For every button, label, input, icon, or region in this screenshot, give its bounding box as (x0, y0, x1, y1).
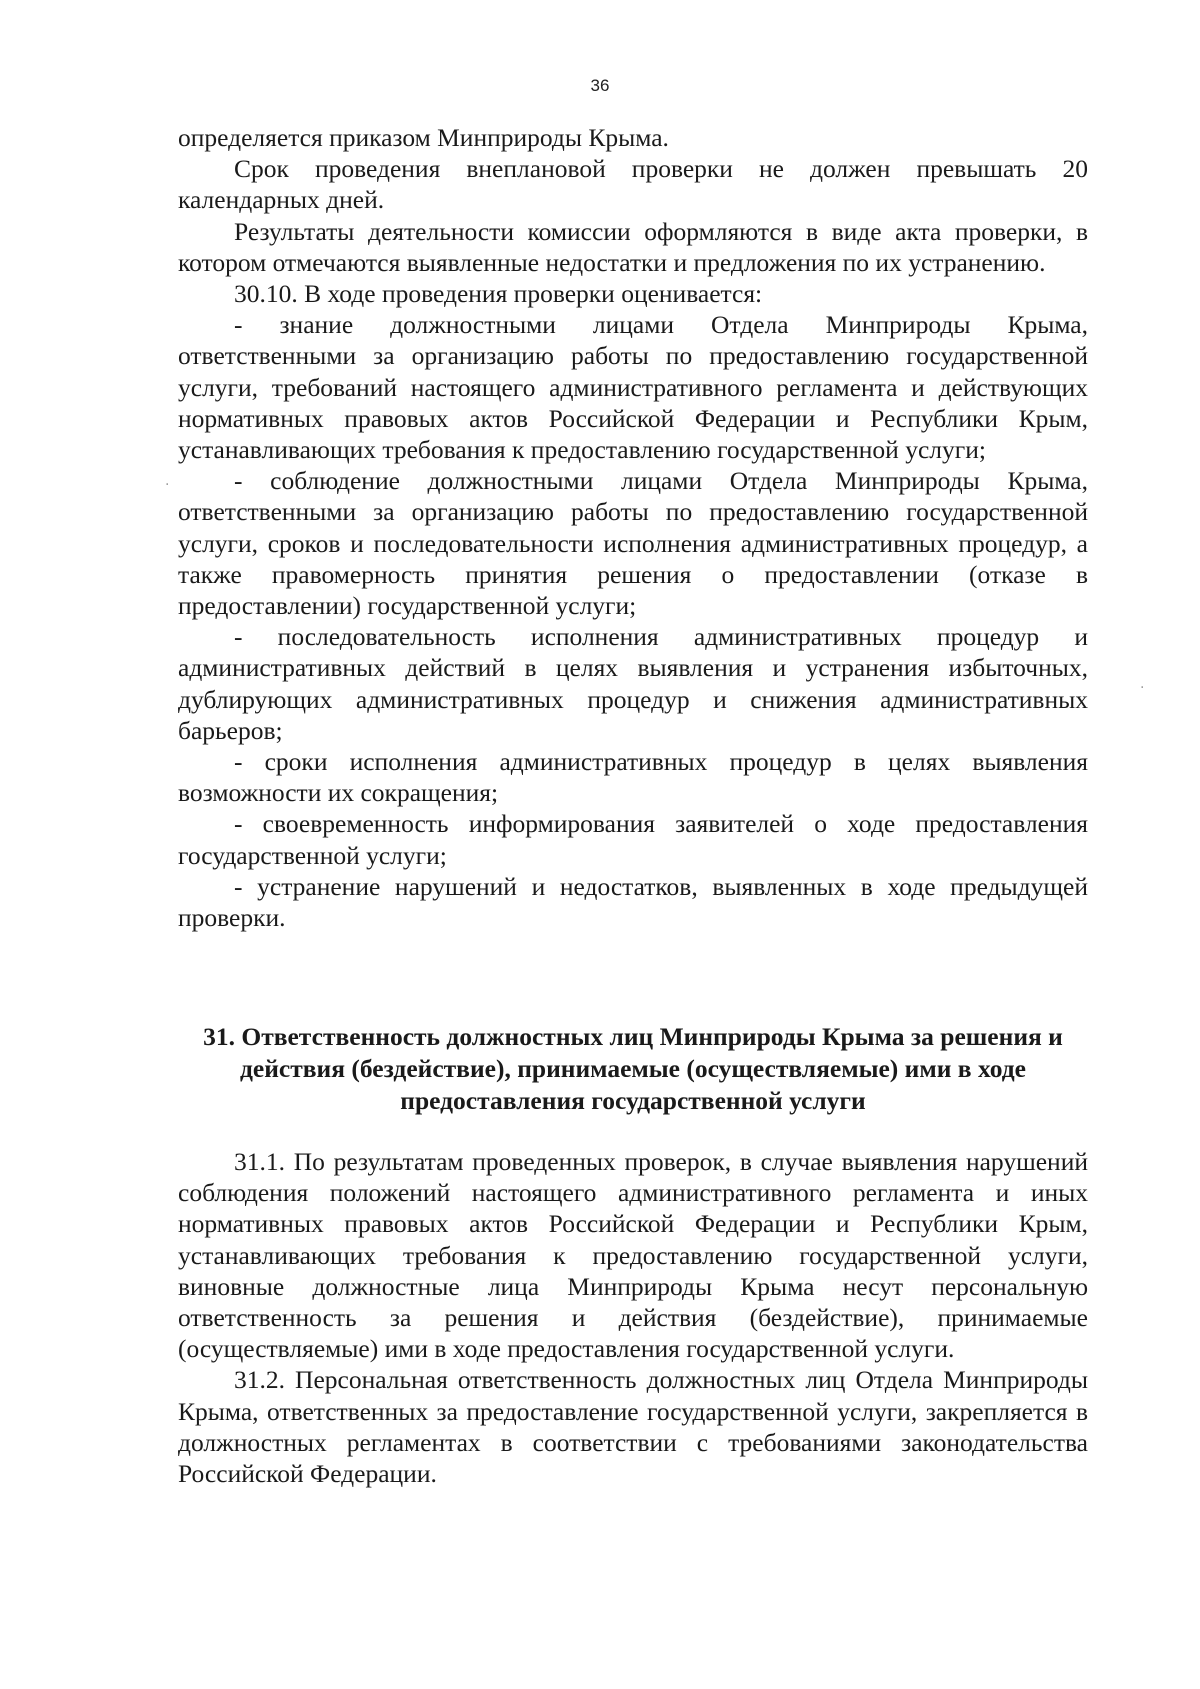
list-item-paragraph: - своевременность информирования заявителей о ходе предоставления государственной услуги; (178, 809, 1088, 870)
paragraph: 31.1. По результатам проведенных проверок, в случае выявления нарушений соблюдения положений настоящего административного регламента и иных нормативных правовых актов Российской Федерации и Республики Крым, устанавливающих требования к предоставлению государственной услуги, виновные должностные лица Минприроды Крыма несут персональную ответственность за решения и действия (бездействие), принимаемые (осуществляемые) ими в ходе предоставления государственной услуги. (178, 1147, 1088, 1364)
scan-artifact-dot: · (1140, 680, 1145, 696)
body-text-after-heading (178, 1146, 1088, 1489)
list-item-paragraph: - устранение нарушений и недостатков, выявленных в ходе предыдущей проверки. (178, 871, 1088, 933)
list-item-paragraph: - сроки исполнения административных процедур в целях выявления возможности их сокращения; (178, 747, 1088, 808)
page-number: 36 (590, 76, 610, 95)
paragraph: Результаты деятельности комиссии оформляются в виде акта проверки, в котором отмечаются выявленные недостатки и предложения по их устранению. (178, 216, 1088, 277)
section-heading: 31. Ответственность должностных лиц Минприроды Крыма за решения и действия (бездействие), принимаемые (осуществляемые) ими в ходе предоставления государственной услуги (203, 1022, 1063, 1115)
list-item-paragraph: - последовательность исполнения административных процедур и административных действий в целях выявления и устранения избыточных, дублирующих административных процедур и снижения административных барьеров; (178, 622, 1088, 745)
paragraph: 31.2. Персональная ответственность должностных лиц Отдела Минприроды Крыма, ответственных за предоставление государственной услуги, закрепляется в должностных регламентах в соответствии с требованиями законодательства Российской Федерации. (178, 1365, 1088, 1489)
scan-artifact-dot: · (165, 477, 170, 493)
paragraph: Срок проведения внеплановой проверки не должен превышать 20 календарных дней. (178, 154, 1088, 215)
paragraph: 30.10. В ходе проведения проверки оценивается: (234, 279, 763, 309)
paragraph: определяется приказом Минприроды Крыма. (178, 123, 669, 152)
list-item-paragraph: - знание должностными лицами Отдела Минприроды Крыма, ответственными за организацию работы по предоставлению государственной услуги, требований настоящего административного регламента и действующих нормативных правовых актов Российской Федерации и Республики Крым, устанавливающих требования к предоставлению государственной услуги; (178, 310, 1088, 465)
list-item-paragraph: - соблюдение должностными лицами Отдела Минприроды Крыма, ответственными за организацию работы по предоставлению государственной услуги, сроков и последовательности исполнения административных процедур, а также правомерность принятия решения о предоставлении (отказе в предоставлении) государственной услуги; (178, 466, 1088, 621)
body-text-before-heading (178, 122, 1088, 933)
